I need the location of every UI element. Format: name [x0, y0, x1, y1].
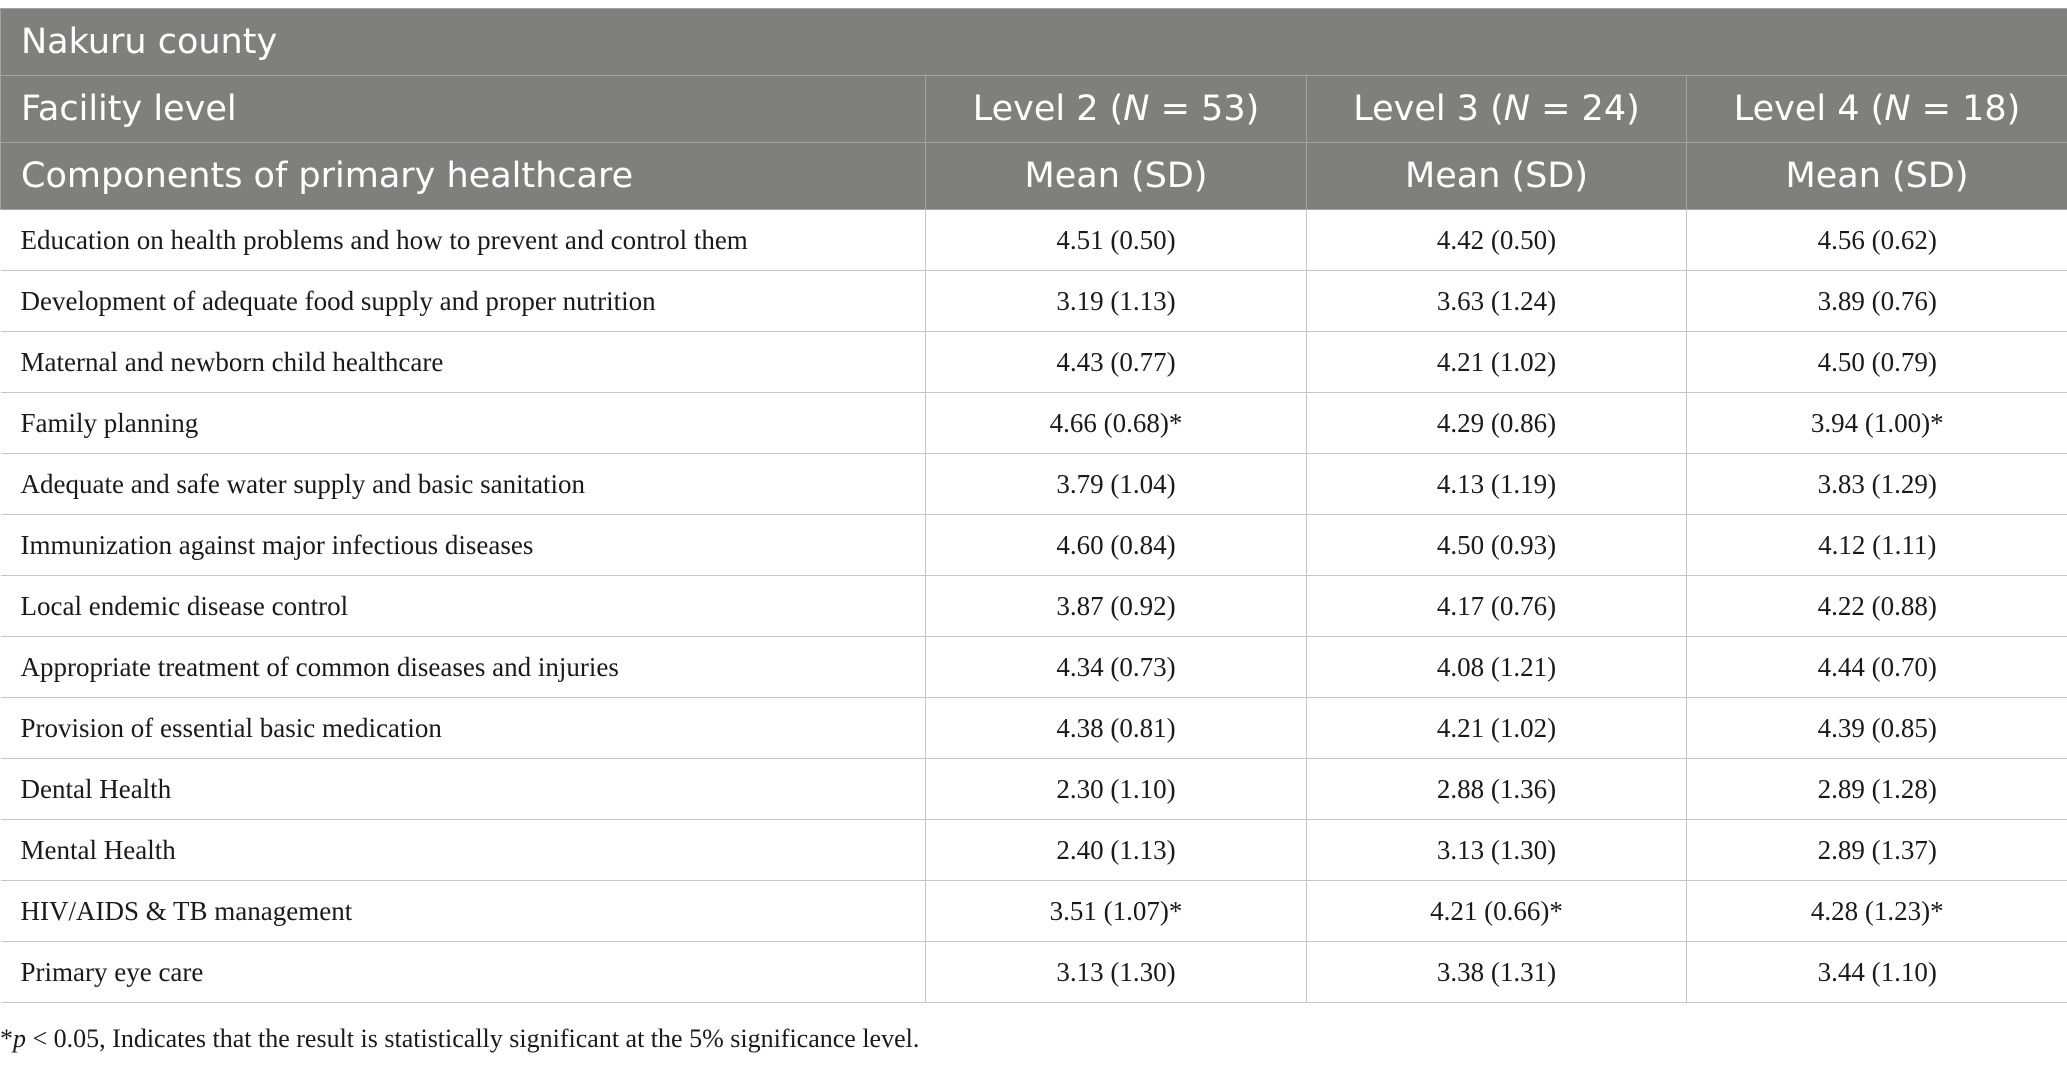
footnote-text: < 0.05, Indicates that the result is statistically significant at the 5% significance level.: [26, 1024, 920, 1053]
level-3-stat-header: Mean (SD): [1307, 143, 1687, 210]
component-name: Mental Health: [1, 820, 926, 881]
level-3-value: 4.21 (0.66)*: [1307, 881, 1687, 942]
level-4-prefix: Level 4 (: [1733, 89, 1885, 129]
level-4-value: 4.12 (1.11): [1687, 515, 2067, 576]
results-table: [0, 8, 2067, 1003]
level-3-value: 4.21 (1.02): [1307, 332, 1687, 393]
level-2-value: 4.43 (0.77): [926, 332, 1307, 393]
component-name: Appropriate treatment of common diseases and injuries: [1, 637, 926, 698]
level-4-value: 4.22 (0.88): [1687, 576, 2067, 637]
table-row: [1, 393, 2067, 454]
level-3-value: 4.17 (0.76): [1307, 576, 1687, 637]
component-name: Primary eye care: [1, 942, 926, 1003]
table-row: [1, 820, 2067, 881]
level-2-value: 4.38 (0.81): [926, 698, 1307, 759]
component-name: Dental Health: [1, 759, 926, 820]
component-name: Adequate and safe water supply and basic sanitation: [1, 454, 926, 515]
level-2-value: 3.51 (1.07)*: [926, 881, 1307, 942]
level-2-n-symbol: N: [1123, 89, 1150, 129]
table-row: [1, 637, 2067, 698]
level-4-stat-header: Mean (SD): [1687, 143, 2067, 210]
level-4-value: 4.56 (0.62): [1687, 210, 2067, 271]
level-2-prefix: Level 2 (: [972, 89, 1124, 129]
level-3-n-symbol: N: [1503, 89, 1530, 129]
level-4-value: 4.50 (0.79): [1687, 332, 2067, 393]
table-row: [1, 698, 2067, 759]
level-3-value: 4.08 (1.21): [1307, 637, 1687, 698]
facility-level-row: [1, 76, 2067, 143]
table-header: [1, 9, 2067, 210]
level-2-header: [926, 76, 1307, 143]
level-3-value: 4.21 (1.02): [1307, 698, 1687, 759]
table-row: [1, 515, 2067, 576]
component-name: Provision of essential basic medication: [1, 698, 926, 759]
level-4-n-symbol: N: [1884, 89, 1911, 129]
level-2-value: 2.30 (1.10): [926, 759, 1307, 820]
component-name: Family planning: [1, 393, 926, 454]
level-3-prefix: Level 3 (: [1353, 89, 1504, 129]
table-row: [1, 576, 2067, 637]
level-2-value: 3.19 (1.13): [926, 271, 1307, 332]
component-name: Education on health problems and how to prevent and control them: [1, 210, 926, 271]
table-row: [1, 210, 2067, 271]
footnote-p-symbol: p: [13, 1024, 26, 1053]
table-row: [1, 942, 2067, 1003]
level-4-value: 3.83 (1.29): [1687, 454, 2067, 515]
county-title-row: [1, 9, 2067, 76]
level-2-value: 4.60 (0.84): [926, 515, 1307, 576]
level-4-value: 3.44 (1.10): [1687, 942, 2067, 1003]
level-2-value: 2.40 (1.13): [926, 820, 1307, 881]
level-2-value: 4.66 (0.68)*: [926, 393, 1307, 454]
level-3-value: 3.63 (1.24): [1307, 271, 1687, 332]
components-label: Components of primary healthcare: [1, 143, 926, 210]
level-3-value: 4.13 (1.19): [1307, 454, 1687, 515]
level-4-header: [1687, 76, 2067, 143]
level-2-stat-header: Mean (SD): [926, 143, 1307, 210]
level-2-value: 3.79 (1.04): [926, 454, 1307, 515]
level-2-value: 3.87 (0.92): [926, 576, 1307, 637]
level-3-value: 3.13 (1.30): [1307, 820, 1687, 881]
level-4-value: 4.39 (0.85): [1687, 698, 2067, 759]
level-4-value: 4.28 (1.23)*: [1687, 881, 2067, 942]
level-3-value: 4.29 (0.86): [1307, 393, 1687, 454]
level-3-suffix: = 24): [1529, 89, 1640, 129]
component-name: HIV/AIDS & TB management: [1, 881, 926, 942]
table-row: [1, 454, 2067, 515]
level-4-value: 2.89 (1.37): [1687, 820, 2067, 881]
table-row: [1, 881, 2067, 942]
component-name: Development of adequate food supply and proper nutrition: [1, 271, 926, 332]
level-2-value: 3.13 (1.30): [926, 942, 1307, 1003]
level-4-value: 3.89 (0.76): [1687, 271, 2067, 332]
facility-level-label: Facility level: [1, 76, 926, 143]
component-name: Maternal and newborn child healthcare: [1, 332, 926, 393]
county-title: Nakuru county: [1, 9, 2067, 76]
components-header-row: [1, 143, 2067, 210]
component-name: Immunization against major infectious diseases: [1, 515, 926, 576]
level-2-suffix: = 53): [1149, 89, 1260, 129]
level-3-value: 4.42 (0.50): [1307, 210, 1687, 271]
component-name: Local endemic disease control: [1, 576, 926, 637]
level-3-value: 3.38 (1.31): [1307, 942, 1687, 1003]
significance-footnote: [0, 1024, 919, 1054]
level-2-value: 4.51 (0.50): [926, 210, 1307, 271]
level-4-value: 2.89 (1.28): [1687, 759, 2067, 820]
results-table-container: [0, 8, 2067, 1003]
level-3-header: [1307, 76, 1687, 143]
table-row: [1, 271, 2067, 332]
level-4-value: 4.44 (0.70): [1687, 637, 2067, 698]
level-4-suffix: = 18): [1910, 89, 2021, 129]
table-row: [1, 759, 2067, 820]
table-row: [1, 332, 2067, 393]
level-4-value: 3.94 (1.00)*: [1687, 393, 2067, 454]
table-body: [1, 210, 2067, 1003]
level-3-value: 2.88 (1.36): [1307, 759, 1687, 820]
level-3-value: 4.50 (0.93): [1307, 515, 1687, 576]
footnote-marker: *: [0, 1024, 13, 1053]
level-2-value: 4.34 (0.73): [926, 637, 1307, 698]
